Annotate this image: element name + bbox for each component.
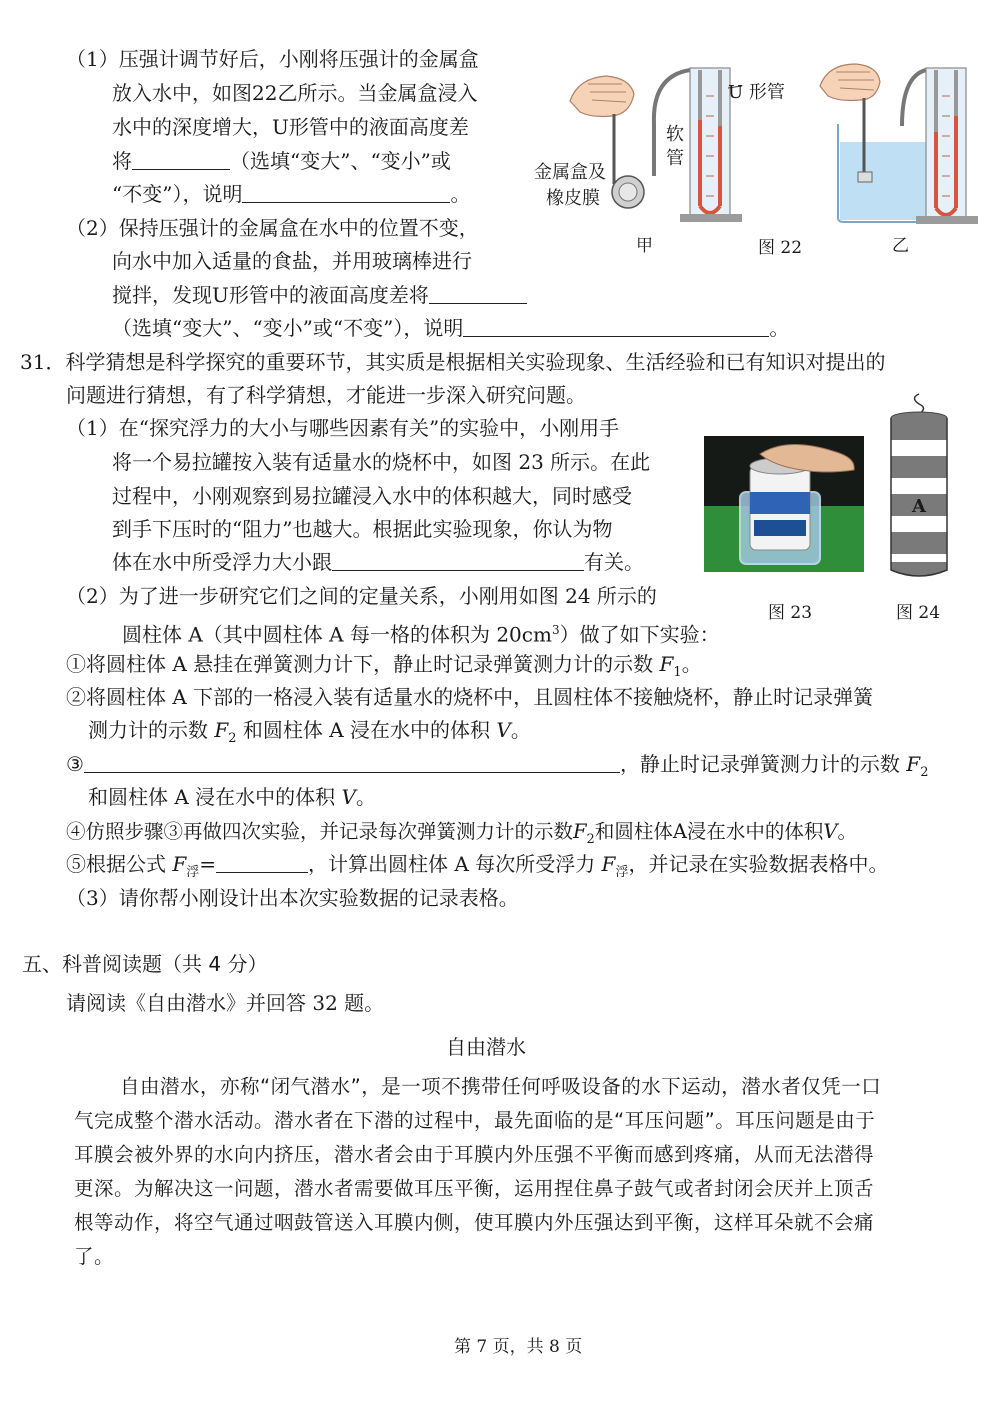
q31-step2-line1: ②将圆柱体 A 下部的一格浸入装有适量水的烧杯中，且圆柱体不接触烧杯，静止时记录弹簧 (66, 685, 874, 709)
q30-p2-line1: （2）保持压强计的金属盒在水中的位置不变， (66, 216, 479, 240)
answer-blank-q30-1b[interactable] (242, 178, 450, 203)
fig22-label-tube: 管 (666, 148, 684, 169)
q31-intro-line1: 31．科学猜想是科学探究的重要环节，其实质是根据相关实验现象、生活经验和已有知识对提出的 (20, 350, 886, 374)
fig22-label-box1: 金属盒及 (534, 162, 606, 183)
q31-step3-line2: 和圆柱体 A 浸在水中的体积 V。 (88, 785, 376, 809)
q31-step2-line2: 测力计的示数 $F_2$ 和圆柱体 A 浸在水中的体积 V。 (88, 718, 531, 746)
section-5-intro: 请阅读《自由潜水》并回答 32 题。 (66, 991, 385, 1015)
q31-step1: ①将圆柱体 A 悬挂在弹簧测力计下，静止时记录弹簧测力计的示数 $F_1$。 (66, 652, 702, 680)
q31-p1-line5: 体在水中所受浮力大小跟 有关。 (112, 546, 644, 579)
q31-step3-line1: ③ ，静止时记录弹簧测力计的示数 $F_2$ (66, 748, 928, 789)
fig24-label-a: A (912, 496, 926, 517)
q31-p1-line1: （1）在“探究浮力的大小与哪些因素有关”的实验中，小刚用手 (66, 416, 620, 440)
q31-p3: （3）请你帮小刚设计出本次实验数据的记录表格。 (66, 886, 519, 910)
fig22-caption-yi: 乙 (892, 236, 909, 256)
q31-step4: ④仿照步骤③再做四次实验，并记录每次弹簧测力计的示数$F_2$和圆柱体A浸在水中的体积V。 (66, 820, 858, 847)
section-5-title: 五、科普阅读题（共 4 分） (22, 952, 268, 976)
answer-blank-q31-step3[interactable] (84, 748, 620, 773)
q31-step5: ⑤根据公式 $F_浮=$ ，计算出圆柱体 A 每次所受浮力 $F_浮$，并记录在实验数据表格中。 (66, 848, 888, 889)
fig22-label-box2: 橡皮膜 (546, 188, 600, 209)
fig22-label-soft: 软 (666, 124, 684, 145)
q30-p2-line4: （选填“变大”、“变小”或“不变”），说明 。 (112, 312, 789, 345)
article-line-2: 气完成整个潜水活动。潜水者在下潜的过程中，最先面临的是“耳压问题”。耳压问题是由于 (74, 1109, 876, 1132)
article-line-3: 耳膜会被外界的水向内挤压，潜水者会由于耳膜内外压强不平衡而感到疼痛，从而无法潜得 (74, 1143, 875, 1166)
hand-icon-yi (820, 64, 880, 101)
q31-p2-line1: （2）为了进一步研究它们之间的定量关系，小刚用如图 24 所示的 (66, 584, 657, 608)
q30-p1-line5: “不变”），说明 。 (112, 178, 470, 211)
article-line-4: 更深。为解决这一问题，潜水者需要做耳压平衡，运用捏住鼻子鼓气或者封闭会厌并上顶舌 (74, 1177, 875, 1200)
fig24-caption: 图 24 (896, 603, 941, 623)
q31-p1-line4: 到手下压时的“阻力”也越大。根据此实验现象，你认为物 (112, 517, 613, 541)
q31-p2-line2: 圆柱体 A（其中圆柱体 A 每一格的体积为 $20cm^3$）做了如下实验： (122, 622, 720, 647)
figure-23-photo (704, 436, 864, 572)
article-line-6: 了。 (74, 1245, 115, 1268)
q31-p1-line3: 过程中，小刚观察到易拉罐浸入水中的体积越大，同时感受 (112, 484, 632, 508)
hand-icon-jia (570, 76, 634, 117)
q30-p2-line2: 向水中加入适量的食盐，并用玻璃棒进行 (112, 249, 472, 273)
q31-p1-line2: 将一个易拉罐按入装有适量水的烧杯中，如图 23 所示。在此 (112, 450, 651, 474)
fig23-caption: 图 23 (768, 603, 813, 623)
figure-24-cylinder-a (888, 392, 950, 584)
q31-intro-line2: 问题进行猜想，有了科学猜想，才能进一步深入研究问题。 (66, 383, 586, 407)
q30-p2-line3: 搅拌，发现U形管中的液面高度差将 (112, 279, 527, 312)
answer-blank-q30-1a[interactable] (132, 145, 230, 170)
q30-p1-line2: 放入水中，如图22乙所示。当金属盒浸入 (112, 81, 478, 105)
article-line-1: 自由潜水，亦称“闭气潜水”，是一项不携带任何呼吸设备的水下运动，潜水者仅凭一口 (120, 1075, 882, 1098)
q30-p1-line4: 将 （选填“变大”、“变小”或 (112, 145, 451, 178)
answer-blank-q30-2b[interactable] (463, 312, 769, 337)
page-number: 第 7 页，共 8 页 (454, 1337, 583, 1357)
q30-p1-line3: 水中的深度增大，U形管中的液面高度差 (112, 115, 469, 139)
article-line-5: 根等动作，将空气通过咽鼓管送入耳膜内侧，使耳膜内外压强达到平衡，这样耳朵就不会痛 (74, 1211, 875, 1234)
answer-blank-q31-1[interactable] (332, 546, 584, 571)
fig22-caption: 图 22 (758, 238, 803, 258)
answer-blank-q31-formula[interactable] (216, 848, 308, 873)
fig22-caption-jia: 甲 (636, 236, 653, 256)
article-title: 自由潜水 (446, 1035, 526, 1059)
fig22-label-u-tube: U 形管 (728, 82, 785, 103)
q30-p1-line1: （1）压强计调节好后，小刚将压强计的金属盒 (66, 47, 479, 71)
answer-blank-q30-2a[interactable] (429, 279, 527, 304)
